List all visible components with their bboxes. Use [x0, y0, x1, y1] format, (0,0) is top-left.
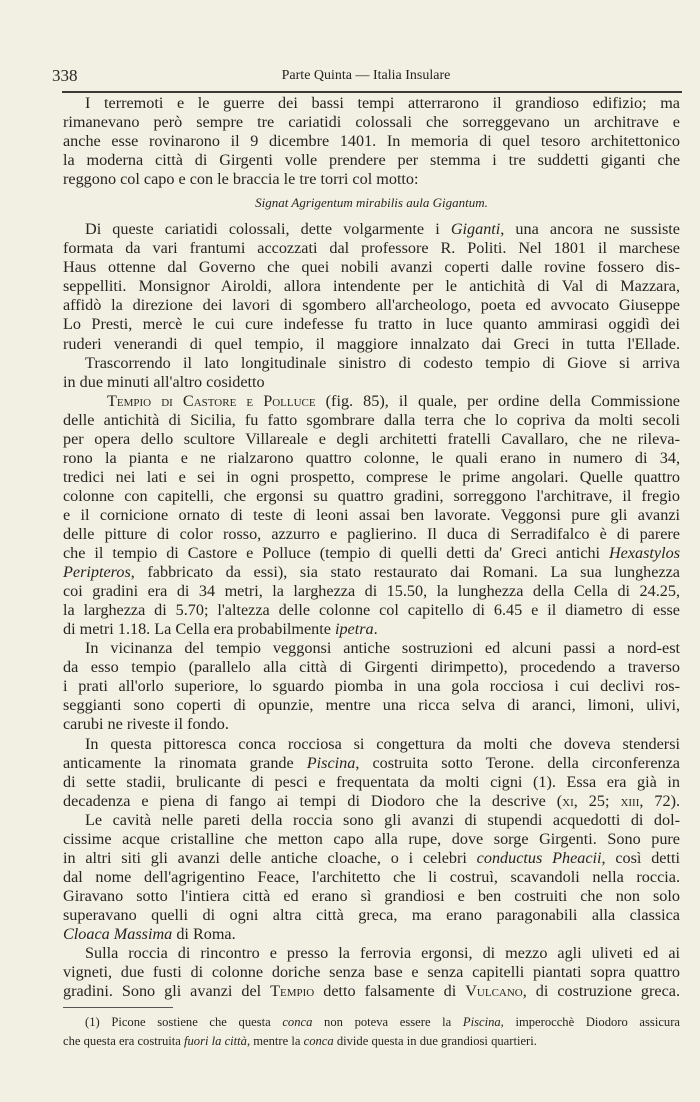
- text-line: da esso tempio (parallelo alla città di Girgenti dirimpetto), procedendo a traverso: [63, 658, 680, 677]
- text-line: ruderi venerandi di quel tempio, il maggiore innalzato dai Greci in tutta l'Ellade.: [63, 334, 680, 353]
- text-line: Trascorrendo il lato longitudinale sinistro di codesto tempio di Giove si arriva: [85, 353, 680, 372]
- italic-text: conductus Pheacii: [476, 848, 602, 867]
- paragraph: [63, 811, 680, 944]
- footnote: [63, 1014, 680, 1052]
- paragraph: [63, 354, 680, 392]
- paragraph: [63, 944, 680, 1001]
- text-line: In vicinanza del tempio veggonsi antiche sostruzioni ed alcuni passi a nord-est: [85, 639, 680, 658]
- text-line: carubi ne riveste il fondo.: [63, 715, 229, 734]
- text-line: In questa pittoresca conca rocciosa si congettura da molti che doveva stendersi: [85, 734, 680, 753]
- text-segment: , di costruzione greca.: [522, 982, 680, 1001]
- text-line: rimanevano però sempre tre cariatidi colossali che sorreggevano un architrave e: [63, 113, 680, 132]
- italic-text: Piscina: [306, 753, 356, 772]
- text-segment: , una ancora ne sussiste: [500, 220, 680, 239]
- text-line: [63, 925, 680, 944]
- text-line: Giravano sotto l'intiera città ed erano sì grandiosi e ben costruiti che non solo: [63, 886, 680, 905]
- italic-text: conca: [282, 1015, 313, 1029]
- text-line: affidò la direzione dei lavori di sgombero all'archeologo, poeta ed avvocato Giuseppe: [63, 296, 680, 315]
- text-line: di sette stadii, brulicante di pesci e frequentata da molti cigni (1). Essa era già in: [63, 772, 680, 791]
- text-line: rono la pianta e ne rialzarono quattro colonne, le quali erano in numero di 34,: [63, 448, 680, 467]
- text-line: e il cornicione ornato di teste di leoni assai ben lavorate. Veggonsi pure gli avanzi: [63, 505, 680, 524]
- running-title: Parte Quinta — Italia Insulare: [281, 68, 451, 83]
- italic-text: Hexastylos: [608, 544, 680, 563]
- text-segment: , così detti: [601, 848, 680, 867]
- text-line: reggono col capo e con le braccia le tre torri col motto:: [63, 170, 419, 189]
- footnote-line: [63, 1014, 680, 1033]
- text-line: coi gradini era di 34 metri, la larghezza di 15.50, la lunghezza della Cella di 24.25,: [63, 582, 680, 601]
- motto: Signat Agrigentum mirabilis aula Gigantum.: [255, 195, 488, 211]
- paragraph: [63, 735, 680, 811]
- italic-text: Peripteros: [63, 563, 131, 582]
- text-segment: .: [373, 620, 378, 639]
- text-segment: di metri 1.18. La Cella era probabilmente: [63, 620, 335, 639]
- text-line: cissime acque cristalline che metton capo alla rupe, dove sorge Girgenti. Sono pure: [63, 829, 680, 848]
- text-line: Le cavità nelle pareti della roccia sono gli avanzi di stupendi acquedotti di dol-: [85, 810, 680, 829]
- text-line: anche esse rovinarono il 9 dicembre 1401. In memoria di quel tesoro architettonico: [63, 132, 680, 151]
- text-segment: decadenza e piena di fango ai tempi di Diodoro che la descrive (: [63, 791, 563, 810]
- text-segment: , costruita sotto Terone. della circonferenza: [355, 753, 680, 772]
- text-line: delle antichità di Sicilia, fu fatto sgombrare dalla terra che lo copriva da molti secoli: [63, 410, 680, 429]
- paragraph: [63, 94, 680, 189]
- text-segment: , fabbricato da essi), sia stato restaurato dai Romani. La sua lunghezza: [130, 563, 680, 582]
- text-line: [63, 220, 680, 239]
- body-text: [63, 94, 680, 1001]
- header-rule: [62, 91, 682, 93]
- text-line: seggianti sono coperti di opunzie, mentre una ricca selva di aranci, limoni, ulivi,: [63, 696, 680, 715]
- text-segment: che il tempio di Castore e Polluce (tempio di quelli detti da' Greci antichi: [63, 544, 609, 563]
- small-caps-text: xiii: [620, 791, 640, 810]
- text-segment: anticamente la rinomata grande: [63, 753, 307, 772]
- small-caps-text: Vulcano: [465, 982, 523, 1001]
- page-number: 338: [52, 66, 78, 85]
- text-segment: (1) Picone sostiene che questa: [85, 1015, 283, 1029]
- text-segment: , 25;: [573, 791, 621, 810]
- text-segment: Di queste cariatidi colossali, dette volgarmente i: [85, 220, 451, 239]
- text-line: [63, 620, 680, 639]
- text-segment: , imperocchè Diodoro assicura: [500, 1015, 680, 1029]
- paragraph: [63, 639, 680, 734]
- text-line: i prati all'orlo superiore, lo sguardo piomba in una gola rocciosa i cui declivi ros-: [63, 677, 680, 696]
- text-segment: divide questa in due grandiosi quartieri.: [333, 1034, 537, 1049]
- text-line: delle pitture di color rosso, azzurro e paglierino. Il duca di Serradifalco è di parere: [63, 524, 680, 543]
- text-segment: , 72).: [639, 791, 681, 810]
- footnote-rule: [63, 1007, 173, 1008]
- italic-text: Giganti: [450, 220, 501, 239]
- small-caps-text: Tempio: [270, 982, 315, 1001]
- text-line: vigneti, due fusti di colonne doriche senza base e senza capitelli piantati sopra quattro: [63, 963, 680, 982]
- text-segment: gradini. Sono gli avanzi del: [63, 982, 271, 1001]
- text-line: la moderna città di Girgenti volle prendere per stemma i tre suddetti giganti che: [63, 151, 680, 170]
- italic-text: conca: [303, 1034, 334, 1049]
- text-line: [63, 563, 680, 582]
- text-line: [63, 392, 680, 411]
- text-line: Haus ottenne dal Governo che quei nobili avanzi coperti dalle rovine fossero dis-: [63, 258, 680, 277]
- running-header: [52, 66, 680, 86]
- small-caps-text: Tempio di Castore e Polluce: [107, 391, 316, 410]
- text-line: dal nome dell'agrigentino Feace, l'architetto che li costruì, scavandoli nella roccia.: [63, 867, 680, 886]
- text-segment: di Roma.: [172, 924, 236, 943]
- text-line: seppelliti. Monsignor Airoldi, allora intendente per le antichità di Val di Mazzara,: [63, 277, 680, 296]
- text-segment: , mentre la: [246, 1034, 304, 1049]
- text-line: [63, 754, 680, 773]
- text-line: la larghezza di 5.70; l'altezza delle colonne col capitello di 6.45 e il diametro di esse: [63, 601, 680, 620]
- text-line: per opera dello scultore Villareale e degli architetti fratelli Cavallaro, che ne rileva-: [63, 429, 680, 448]
- italic-text: ipetra: [334, 620, 374, 639]
- italic-text: Cloaca Massima: [63, 924, 173, 943]
- text-line: tredici nei lati e sei in ogni prospetto, comprese le prime angolari. Quelle quattro: [63, 467, 680, 486]
- italic-text: Piscina: [462, 1015, 501, 1029]
- text-line: [63, 544, 680, 563]
- text-line: I terremoti e le guerre dei bassi tempi atterrarono il grandioso edifizio; ma: [85, 94, 680, 112]
- text-segment: detto falsamente di: [314, 982, 466, 1001]
- small-caps-text: xi: [562, 791, 574, 810]
- text-line: superavano quelli di ogni altra città greca, ma erano paragonabili alla classica: [63, 905, 680, 924]
- paragraph: [63, 220, 680, 353]
- text-line: in due minuti all'altro cosidetto: [63, 372, 265, 391]
- text-segment: in altri siti gli avanzi delle antiche cloache, o i celebri: [63, 848, 477, 867]
- text-segment: (fig. 85), il quale, per ordine della Commissione: [315, 391, 680, 410]
- italic-text: fuori la città: [183, 1034, 247, 1049]
- text-line: formata da vari frantumi accozzati dal professore R. Politi. Nel 1801 il marchese: [63, 239, 680, 258]
- footnote-line: [63, 1033, 680, 1052]
- text-segment: che questa era costruita: [63, 1034, 184, 1049]
- text-line: [63, 792, 680, 811]
- text-segment: non poteva essere la: [312, 1015, 463, 1029]
- text-line: colonne con capitelli, che ergonsi su quattro gradini, sorreggono l'architrave, il fregio: [63, 486, 680, 505]
- text-line: Lo Presti, mercè le cui cure indefesse fu tratto in luce quanto ammirasi oggidì dei: [63, 315, 680, 334]
- text-line: [63, 982, 680, 1001]
- text-line: Sulla roccia di rincontro e presso la ferrovia ergonsi, di mezzo agli uliveti ed ai: [85, 944, 680, 963]
- paragraph: [63, 392, 680, 640]
- text-line: [63, 849, 680, 868]
